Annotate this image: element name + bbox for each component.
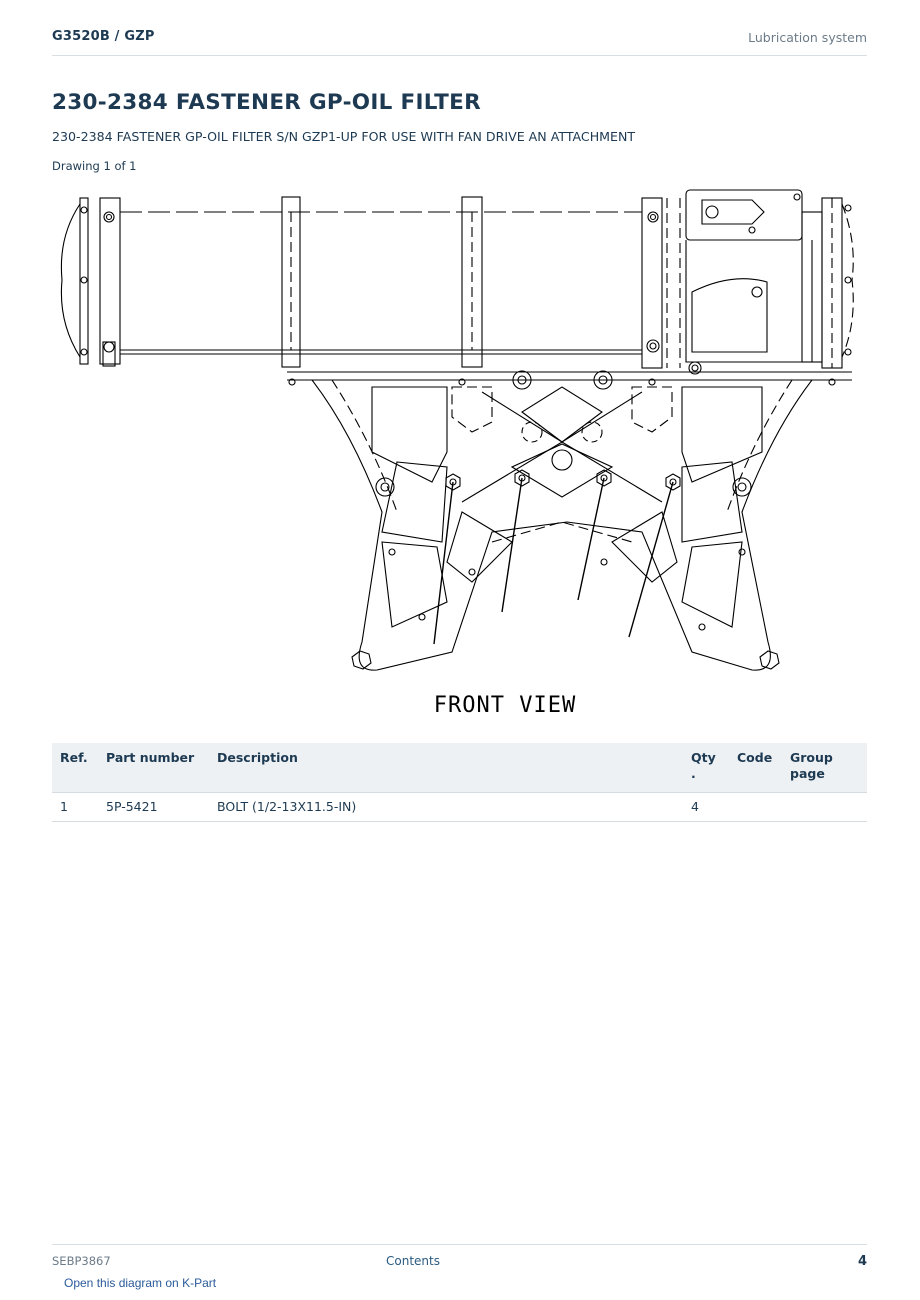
drawing-count-label: Drawing 1 of 1 — [52, 159, 137, 173]
document-id: SEBP3867 — [52, 1254, 111, 1268]
leader-line — [578, 478, 604, 600]
cell-description: BOLT (1/2-13X11.5-IN) — [209, 792, 683, 821]
section-label: Lubrication system — [748, 30, 867, 45]
page-subtitle: 230-2384 FASTENER GP-OIL FILTER S/N GZP1-UP FOR USE WITH FAN DRIVE AN ATTACHMENT — [52, 129, 636, 144]
col-ref: Ref. — [52, 743, 98, 792]
page-title: 230-2384 FASTENER GP-OIL FILTER — [52, 90, 481, 115]
contents-link[interactable]: Contents — [386, 1254, 440, 1268]
table-row — [52, 792, 867, 821]
adapter-plate — [692, 279, 767, 352]
mounting-bracket — [312, 380, 812, 670]
col-group-page: Group page — [782, 743, 867, 792]
leader-line — [629, 482, 673, 637]
flange-left-inner — [100, 198, 120, 364]
parts-diagram — [52, 182, 867, 722]
model-label: G3520B / GZP — [52, 29, 155, 44]
view-label: FRONT VIEW — [433, 693, 577, 718]
end-cap-left — [61, 204, 80, 357]
bolt-heads — [446, 470, 680, 490]
page-number: 4 — [857, 1254, 867, 1269]
table-header-row — [52, 743, 867, 792]
col-code: Code — [729, 743, 782, 792]
col-part-number: Part number — [98, 743, 209, 792]
cell-group-page — [782, 792, 867, 821]
page-header — [52, 28, 867, 56]
page-footer — [52, 1244, 867, 1274]
col-qty: Qty . — [683, 743, 729, 792]
leader-line — [434, 482, 453, 644]
col-description: Description — [209, 743, 683, 792]
kpart-link[interactable]: Open this diagram on K-Part — [64, 1276, 217, 1290]
parts-table — [52, 743, 867, 822]
cell-part-number: 5P-5421 — [98, 792, 209, 821]
cell-ref: 1 — [52, 792, 98, 821]
cell-code — [729, 792, 782, 821]
leader-line — [502, 478, 522, 612]
filter-head — [686, 190, 802, 240]
cell-qty: 4 — [683, 792, 729, 821]
